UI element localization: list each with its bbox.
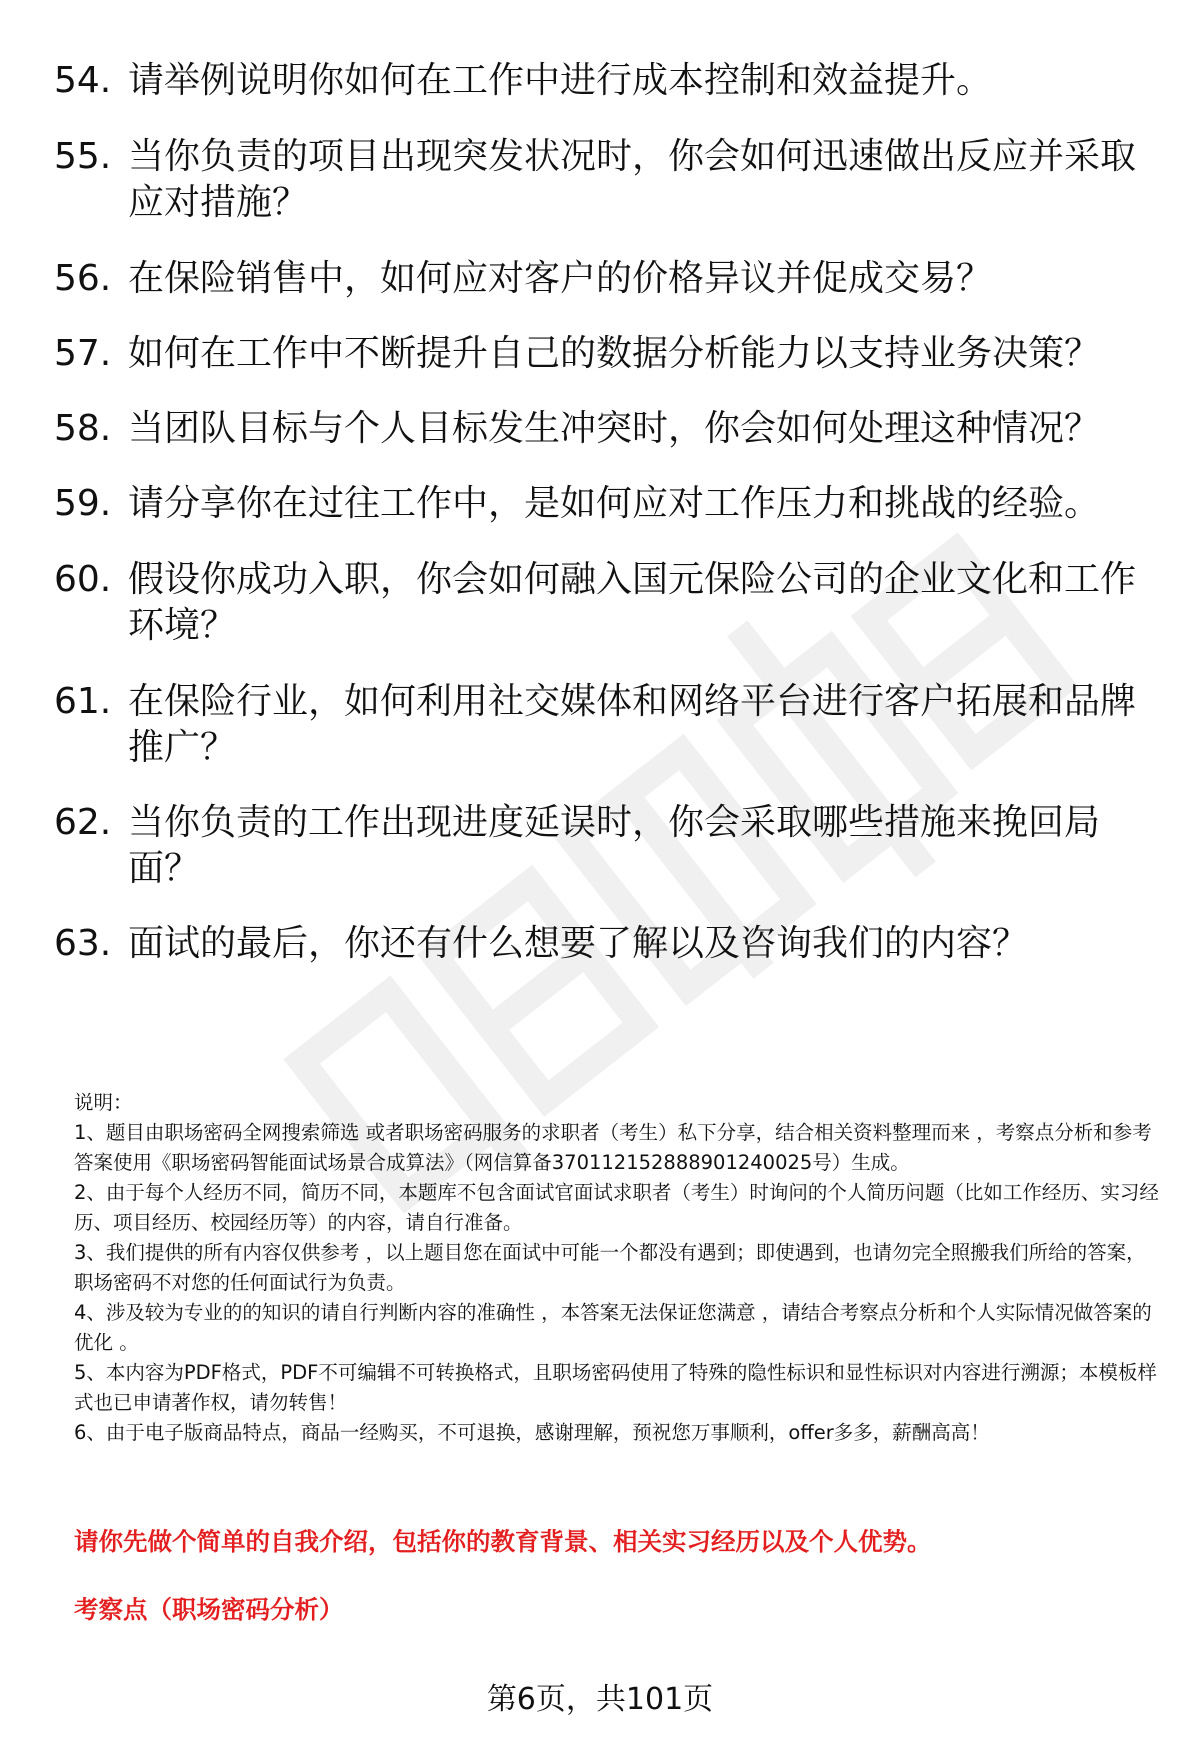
notes-section xyxy=(74,1088,1159,1448)
question-text: 当你负责的工作出现进度延误时，你会采取哪些措施来挽回局面？ xyxy=(128,802,1101,889)
question-item xyxy=(54,800,1144,892)
note-item: 3、我们提供的所有内容仅供参考 ，以上题目您在面试中可能一个都没有遇到；即使遇到，也请勿完全照搬我们所给的答案，职场密码不对您的任何面试行为负责。 xyxy=(74,1241,1146,1294)
question-text: 当你负责的项目出现突发状况时，你会如何迅速做出反应并采取应对措施？ xyxy=(128,136,1137,223)
question-item xyxy=(54,406,1144,452)
question-text: 当团队目标与个人目标发生冲突时，你会如何处理这种情况？ xyxy=(128,408,1101,449)
question-text: 在保险行业，如何利用社交媒体和网络平台进行客户拓展和品牌推广？ xyxy=(128,681,1137,768)
question-item xyxy=(54,679,1144,771)
question-text: 在保险销售中，如何应对客户的价格异议并促成交易？ xyxy=(128,258,993,299)
question-list xyxy=(54,58,1144,967)
question-text: 如何在工作中不断提升自己的数据分析能力以支持业务决策？ xyxy=(128,333,1101,374)
question-text: 面试的最后，你还有什么想要了解以及咨询我们的内容？ xyxy=(128,923,1029,964)
question-item xyxy=(54,557,1144,649)
question-text: 请举例说明你如何在工作中进行成本控制和效益提升。 xyxy=(128,60,993,101)
note-item: 6、由于电子版商品特点，商品一经购买，不可退换，感谢理解，预祝您万事顺利，offer多多，薪酬高高！ xyxy=(74,1421,990,1444)
question-item xyxy=(54,58,1144,104)
question-item xyxy=(54,481,1144,527)
question-item xyxy=(54,256,1144,302)
note-item: 2、由于每个人经历不同，简历不同，本题库不包含面试官面试求职者（考生）时询问的个人简历问题（比如工作经历、实习经历、项目经历、校园经历等）的内容，请自行准备。 xyxy=(74,1181,1159,1234)
question-number: 63. xyxy=(54,923,112,964)
question-item xyxy=(54,331,1144,377)
question-item xyxy=(54,134,1144,226)
notes-heading: 说明： xyxy=(74,1091,133,1114)
note-item: 5、本内容为PDF格式，PDF不可编辑不可转换格式，且职场密码使用了特殊的隐性标识和显性标识对内容进行溯源；本模板样式也已申请著作权，请勿转售！ xyxy=(74,1361,1157,1414)
question-number: 59. xyxy=(54,483,112,524)
page-footer: 第6页，共101页 xyxy=(486,1682,714,1717)
question-number: 62. xyxy=(54,802,112,843)
question-text: 假设你成功入职，你会如何融入国元保险公司的企业文化和工作环境？ xyxy=(128,559,1137,646)
question-number: 58. xyxy=(54,408,112,449)
analysis-subheading: 考察点（职场密码分析） xyxy=(74,1595,344,1624)
question-number: 54. xyxy=(54,60,112,101)
question-number: 61. xyxy=(54,681,112,722)
question-number: 57. xyxy=(54,333,112,374)
question-number: 55. xyxy=(54,136,112,177)
question-text: 请分享你在过往工作中，是如何应对工作压力和挑战的经验。 xyxy=(128,483,1101,524)
question-item xyxy=(54,921,1144,967)
note-item: 1、题目由职场密码全网搜索筛选 或者职场密码服务的求职者（考生）私下分享，结合相关资料整理而来 ，考察点分析和参考答案使用《职场密码智能面试场景合成算法》（网信算备370112152888901240025号）生成。 xyxy=(74,1121,1152,1174)
highlighted-question: 请你先做个简单的自我介绍，包括你的教育背景、相关实习经历以及个人优势。 xyxy=(74,1527,932,1556)
note-item: 4、涉及较为专业的的知识的请自行判断内容的准确性 ，本答案无法保证您满意 ，请结合考察点分析和个人实际情况做答案的优化 。 xyxy=(74,1301,1152,1354)
question-number: 60. xyxy=(54,559,112,600)
question-number: 56. xyxy=(54,258,112,299)
